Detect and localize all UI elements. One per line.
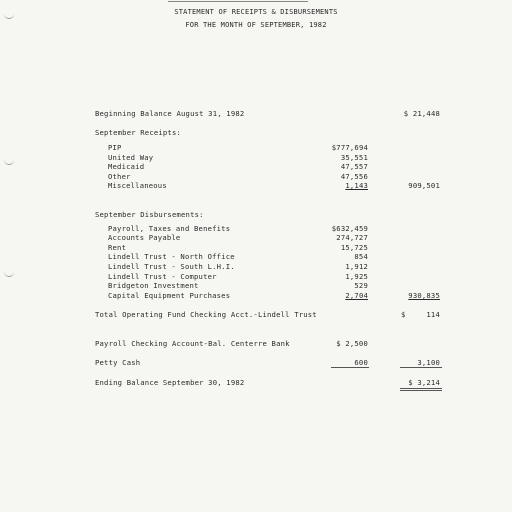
ending-rule-2 (400, 390, 442, 391)
ending-balance-label: Ending Balance September 30, 1982 (95, 378, 245, 387)
disbursement-amount: 274,727 (336, 233, 368, 242)
ending-rule-1 (400, 388, 442, 389)
receipt-label: Medicaid (108, 162, 145, 171)
petty-cash-rule (331, 367, 369, 368)
receipt-amount: 1,143 (345, 181, 368, 190)
operating-fund-dollar: $ (401, 310, 406, 319)
disbursement-label: Lindell Trust - North Office (108, 252, 235, 261)
disbursement-amount: 15,725 (340, 243, 368, 252)
petty-cash-amount: 600 (354, 358, 368, 367)
petty-cash-label: Petty Cash (95, 358, 141, 367)
beginning-balance-amount: $ 21,448 (403, 109, 440, 118)
ending-balance-amount: $ 3,214 (408, 378, 440, 387)
cash-subtotal: 3,100 (417, 358, 440, 367)
header-cut-line (168, 1, 308, 2)
payroll-checking-label: Payroll Checking Account-Bal. Centerre Bank (95, 339, 290, 348)
binding-mark (4, 160, 14, 165)
statement-period: FOR THE MONTH OF SEPTEMBER, 1982 (185, 21, 327, 29)
statement-title: STATEMENT OF RECEIPTS & DISBURSEMENTS (174, 8, 338, 16)
receipt-amount: 35,551 (340, 153, 368, 162)
operating-fund-amount: 114 (426, 310, 440, 319)
receipt-amount: 47,556 (340, 172, 368, 181)
disbursement-label: Payroll, Taxes and Benefits (108, 224, 231, 233)
receipt-amount: $777,694 (331, 143, 368, 152)
disbursement-label: Lindell Trust - South L.H.I. (108, 262, 235, 271)
disbursement-amount: 854 (354, 252, 368, 261)
payroll-checking-amount: $ 2,500 (336, 339, 368, 348)
disbursements-total: 930,835 (408, 291, 440, 300)
beginning-balance-label: Beginning Balance August 31, 1982 (95, 109, 245, 118)
receipt-label: United Way (108, 153, 154, 162)
disbursement-amount: 1,912 (345, 262, 368, 271)
disbursement-label: Lindell Trust - Computer (108, 272, 217, 281)
disbursement-label: Accounts Payable (108, 233, 181, 242)
disbursement-amount: $632,459 (331, 224, 368, 233)
receipts-total: 909,501 (408, 181, 440, 190)
receipt-amount: 47,557 (340, 162, 368, 171)
disbursement-label: Bridgeton Investment (108, 281, 199, 290)
disbursement-label: Rent (108, 243, 127, 252)
subtotal-rule (400, 367, 442, 368)
receipts-heading: September Receipts: (95, 128, 182, 137)
receipt-label: Miscellaneous (108, 181, 167, 190)
receipt-label: PIP (108, 143, 122, 152)
disbursement-label: Capital Equipment Purchases (108, 291, 231, 300)
disbursements-heading: September Disbursements: (95, 210, 204, 219)
disbursement-amount: 2,704 (345, 291, 368, 300)
receipt-label: Other (108, 172, 131, 181)
binding-mark (4, 272, 14, 277)
disbursement-amount: 1,925 (345, 272, 368, 281)
operating-fund-label: Total Operating Fund Checking Acct.-Lindell Trust (95, 310, 317, 319)
disbursement-amount: 529 (354, 281, 368, 290)
